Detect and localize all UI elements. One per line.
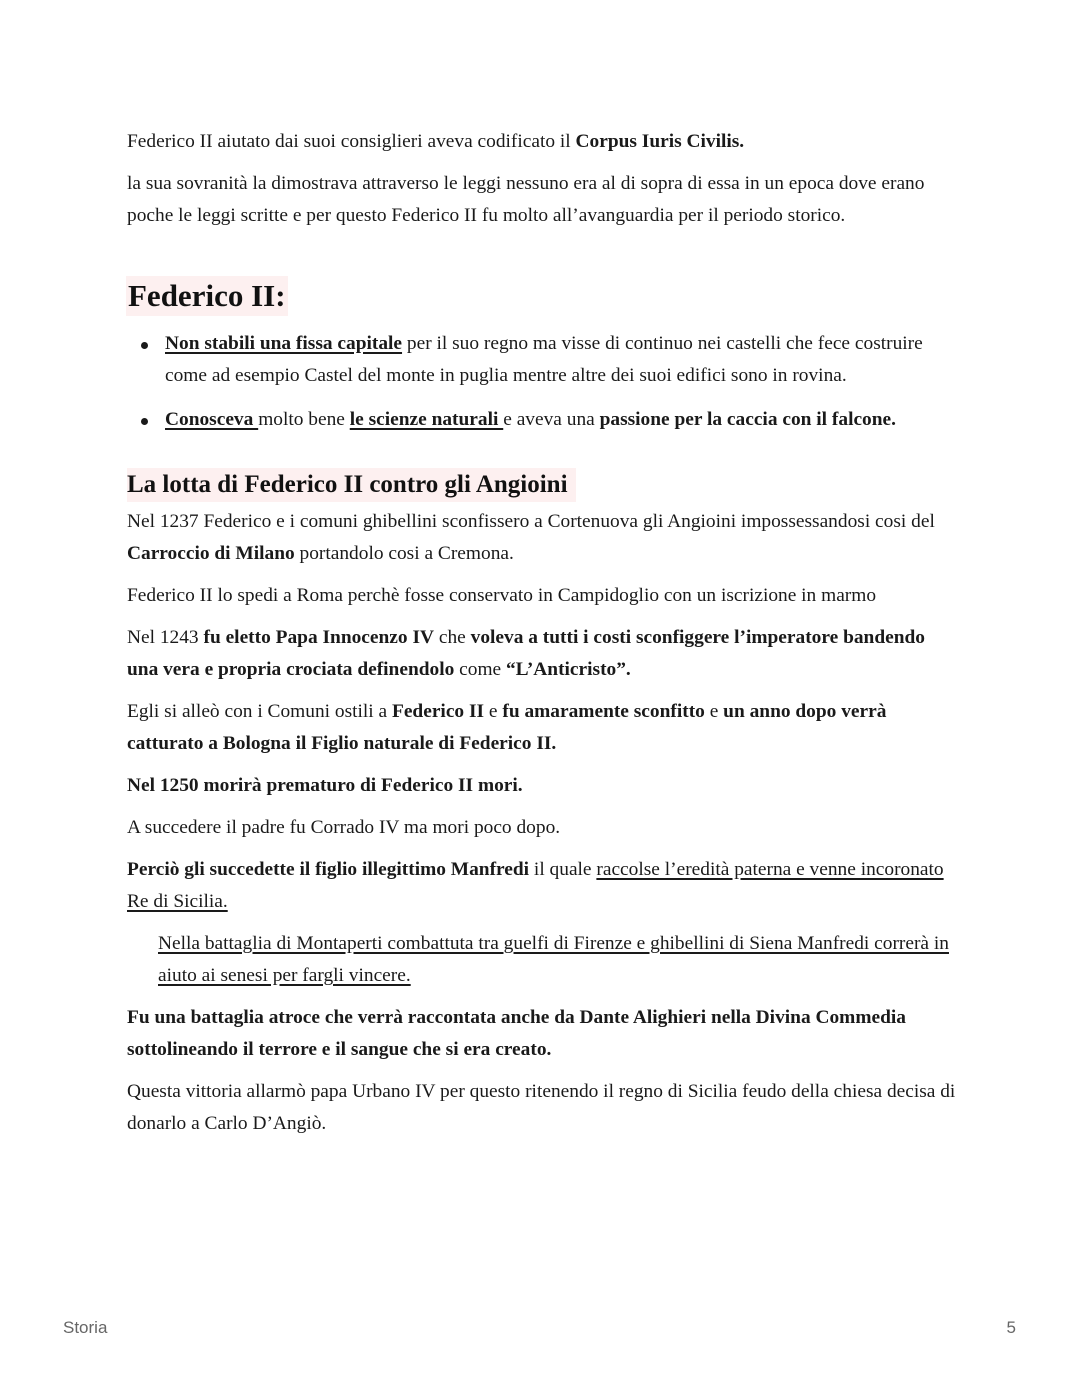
section-heading-federico-ii: Federico II:	[126, 276, 288, 316]
text-run: come	[454, 659, 506, 680]
intro-paragraph-2: la sua sovranità la dimostrava attraverso le leggi nessuno era al di sopra di essa in un epoca dove erano poche le leggi scritte e per questo Federico II fu molto all’avanguardia per il periodo storico.	[127, 173, 925, 226]
text-run: Federico II aiutato dai suoi consiglieri aveva codificato il	[127, 131, 576, 152]
text-run: il quale	[529, 859, 597, 880]
text-run: “L’Anticristo”.	[505, 659, 631, 680]
page-content	[127, 126, 957, 1150]
text-run: e	[704, 701, 724, 722]
text-run: Non stabili una fissa capitale	[165, 333, 403, 354]
footer-subject: Storia	[63, 1318, 108, 1337]
bullet-dot-icon	[141, 418, 148, 425]
paragraph-1243	[127, 622, 957, 686]
paragraph-manfredi	[127, 854, 957, 918]
text-run: voleva a tutti i costi sconfiggere l’imperatore bandendo una vera e propria crociata definendolo	[127, 627, 925, 680]
section-heading-lotta-angioini: La lotta di Federico II contro gli Angioini	[127, 468, 576, 502]
text-run: Carroccio di Milano	[127, 543, 295, 564]
text-run: per il suo regno ma visse di continuo nei castelli che fece costruire come ad esempio Castel del monte in puglia mentre altre dei suoi edifici sono in rovina.	[165, 333, 923, 386]
intro-paragraph-1	[127, 126, 957, 158]
text-run: un anno dopo verrà catturato a Bologna il Figlio naturale di Federico II.	[127, 701, 887, 754]
text-run: raccolse l’eredità paterna e venne incoronato Re di Sicilia.	[127, 859, 944, 912]
paragraph-campidoglio: Federico II lo spedi a Roma perchè fosse conservato in Campidoglio con un iscrizione in marmo	[127, 585, 877, 606]
text-run: che	[434, 627, 471, 648]
text-run: Egli si alleò con i Comuni ostili a	[127, 701, 392, 722]
federico-bullet-list	[127, 328, 957, 436]
paragraph-1250: Nel 1250 morirà prematuro di Federico II mori.	[127, 775, 523, 796]
bullet-dot-icon	[141, 342, 148, 349]
text-run: le scienze naturali	[349, 409, 504, 430]
text-run: e	[484, 701, 503, 722]
paragraph-corrado: A succedere il padre fu Corrado IV ma mori poco dopo.	[127, 817, 561, 838]
bullet-item-scienze	[127, 404, 957, 436]
footer-page-number: 5	[1006, 1318, 1016, 1337]
text-run: portandolo cosi a Cremona.	[294, 543, 514, 564]
text-run: molto bene	[258, 409, 350, 430]
corpus-iuris-civilis-bold: Corpus Iuris Civilis.	[575, 131, 745, 152]
text-run: fu amaramente sconfitto	[502, 701, 705, 722]
bullet-item-capitale	[127, 328, 957, 392]
text-run: passione per la caccia con il falcone.	[599, 409, 896, 430]
text-run: Nel 1243	[127, 627, 204, 648]
paragraph-alleanza	[127, 696, 957, 760]
text-run: Federico II	[391, 701, 485, 722]
text-run: Nel 1237 Federico e i comuni ghibellini sconfissero a Cortenuova gli Angioini impossessandosi cosi del	[127, 511, 935, 532]
paragraph-dante: Fu una battaglia atroce che verrà raccontata anche da Dante Alighieri nella Divina Commedia sottolineando il terrore e il sangue che si era creato.	[127, 1007, 906, 1060]
paragraph-montaperti	[127, 928, 957, 992]
paragraph-urbano: Questa vittoria allarmò papa Urbano IV per questo ritenendo il regno di Sicilia feudo della chiesa decisa di donarlo a Carlo D’Angiò.	[127, 1081, 956, 1134]
text-run: fu eletto Papa Innocenzo IV	[203, 627, 435, 648]
text-run: Perciò gli succedette il figlio illegittimo Manfredi	[127, 859, 530, 880]
text-run: Nella battaglia di Montaperti combattuta tra guelfi di Firenze e ghibellini di Siena Manfredi correrà in aiuto ai senesi per fargli vincere.	[158, 933, 949, 986]
paragraph-1237	[127, 506, 957, 570]
text-run: e aveva una	[503, 409, 600, 430]
text-run: Conosceva	[165, 409, 259, 430]
